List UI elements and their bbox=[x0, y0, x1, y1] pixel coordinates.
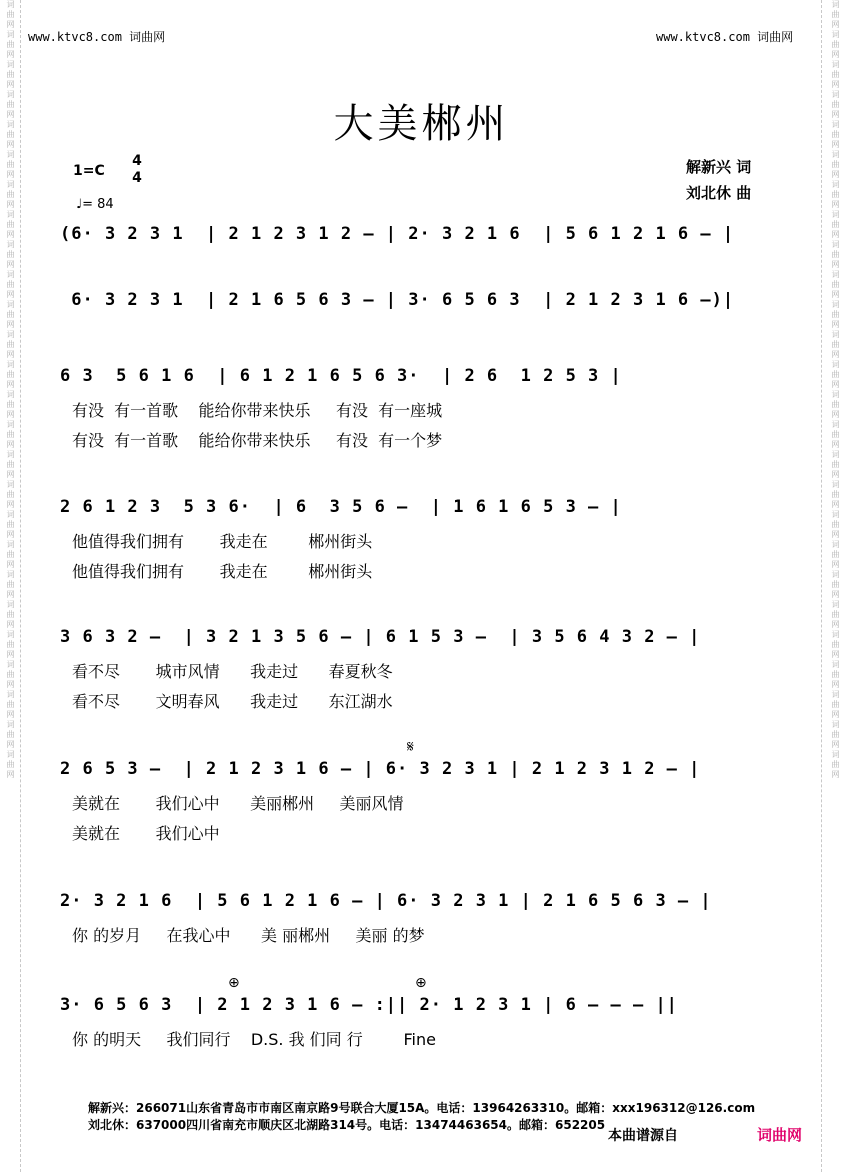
notes: 3· 6 5 6 3 | 2 1 2 3 1 6 — :|| 2· 1 2 3 1 | 6 — — — || bbox=[60, 995, 678, 1015]
notes: 2 6 5 3 — | 2 1 2 3 1 6 — | 6· 3 2 3 1 | 2 1 2 3 1 2 — | bbox=[60, 759, 701, 779]
lyricist-credit: 解新兴 词 bbox=[686, 158, 752, 176]
lyrics-verse-1: 看不尽 城市风情 我走过 春夏秋冬 bbox=[72, 662, 393, 681]
watermark-right: 词曲网词曲网词曲网词曲网词曲网词曲网词曲网词曲网词曲网词曲网词曲网词曲网词曲网词曲网词曲网词曲网词曲网词曲网词曲网词曲网词曲网词曲网词曲网词曲网词曲网词曲网 bbox=[831, 0, 840, 780]
coda-symbol-2: ⊕ bbox=[415, 975, 427, 991]
composer-credit: 刘北休 曲 bbox=[686, 184, 752, 202]
segno-symbol: 𝄋 bbox=[407, 737, 414, 756]
lyrics-verse-2: 有没 有一首歌 能给你带来快乐 有没 有一个梦 bbox=[72, 431, 443, 450]
notes: 2 6 1 2 3 5 3 6· | 6 3 5 6 — | 1 6 1 6 5 3 — | bbox=[60, 497, 622, 517]
header-site-left[interactable]: www.ktvc8.com 词曲网 bbox=[28, 30, 166, 44]
lyrics-verse-2: 他值得我们拥有 我走在 郴州街头 bbox=[72, 562, 373, 581]
divider-right bbox=[821, 0, 823, 1172]
lyrics-verse-1: 有没 有一首歌 能给你带来快乐 有没 有一座城 bbox=[72, 401, 443, 420]
lyrics-verse-1: 他值得我们拥有 我走在 郴州街头 bbox=[72, 532, 373, 551]
notes: 6· 3 2 3 1 | 2 1 6 5 6 3 — | 3· 6 5 6 3 | 2 1 2 3 1 6 —)| bbox=[60, 290, 735, 310]
lyrics-verse-2: 美就在 我们心中 bbox=[72, 824, 220, 843]
time-top: 4 bbox=[132, 153, 142, 169]
lyrics-verse-1: 你 的明天 我们同行 D.S. 我 们同 行 Fine bbox=[72, 1030, 436, 1049]
notes: 2· 3 2 1 6 | 5 6 1 2 1 6 — | 6· 3 2 3 1 | 2 1 6 5 6 3 — | bbox=[60, 891, 712, 911]
lyrics-verse-1: 美就在 我们心中 美丽郴州 美丽风情 bbox=[72, 794, 404, 813]
header-site-right[interactable]: www.ktvc8.com 词曲网 bbox=[656, 30, 794, 44]
watermark-left: 词曲网词曲网词曲网词曲网词曲网词曲网词曲网词曲网词曲网词曲网词曲网词曲网词曲网词曲网词曲网词曲网词曲网词曲网词曲网词曲网词曲网词曲网词曲网词曲网词曲网词曲网 bbox=[6, 0, 15, 780]
lyrics-verse-1: 你 的岁月 在我心中 美 丽郴州 美丽 的梦 bbox=[72, 926, 425, 945]
key-signature: 1=C bbox=[73, 163, 105, 179]
site-logo[interactable]: 词曲网 bbox=[757, 1126, 803, 1144]
tempo-mark: ♩= 84 bbox=[76, 197, 114, 212]
notes: 3 6 3 2 — | 3 2 1 3 5 6 — | 6 1 5 3 — | 3 5 6 4 3 2 — | bbox=[60, 627, 701, 647]
source-note: 本曲谱源自 bbox=[608, 1128, 678, 1144]
notes: 6 3 5 6 1 6 | 6 1 2 1 6 5 6 3· | 2 6 1 2 5 3 | bbox=[60, 366, 622, 386]
time-bottom: 4 bbox=[132, 170, 142, 186]
song-title: 大美郴州 bbox=[333, 101, 510, 147]
composer-contact: 刘北休：637000四川省南充市顺庆区北湖路314号。电话：13474463654。邮箱：652205 bbox=[88, 1118, 606, 1132]
coda-symbol-1: ⊕ bbox=[228, 975, 240, 991]
lyricist-contact: 解新兴：266071山东省青岛市市南区南京路9号联合大厦15A。电话：13964263310。邮箱：xxx196312@126.com bbox=[88, 1101, 756, 1115]
notes: (6· 3 2 3 1 | 2 1 2 3 1 2 — | 2· 3 2 1 6 | 5 6 1 2 1 6 — | bbox=[60, 224, 735, 244]
divider-left bbox=[20, 0, 22, 1172]
lyrics-verse-2: 看不尽 文明春风 我走过 东江湖水 bbox=[72, 692, 393, 711]
